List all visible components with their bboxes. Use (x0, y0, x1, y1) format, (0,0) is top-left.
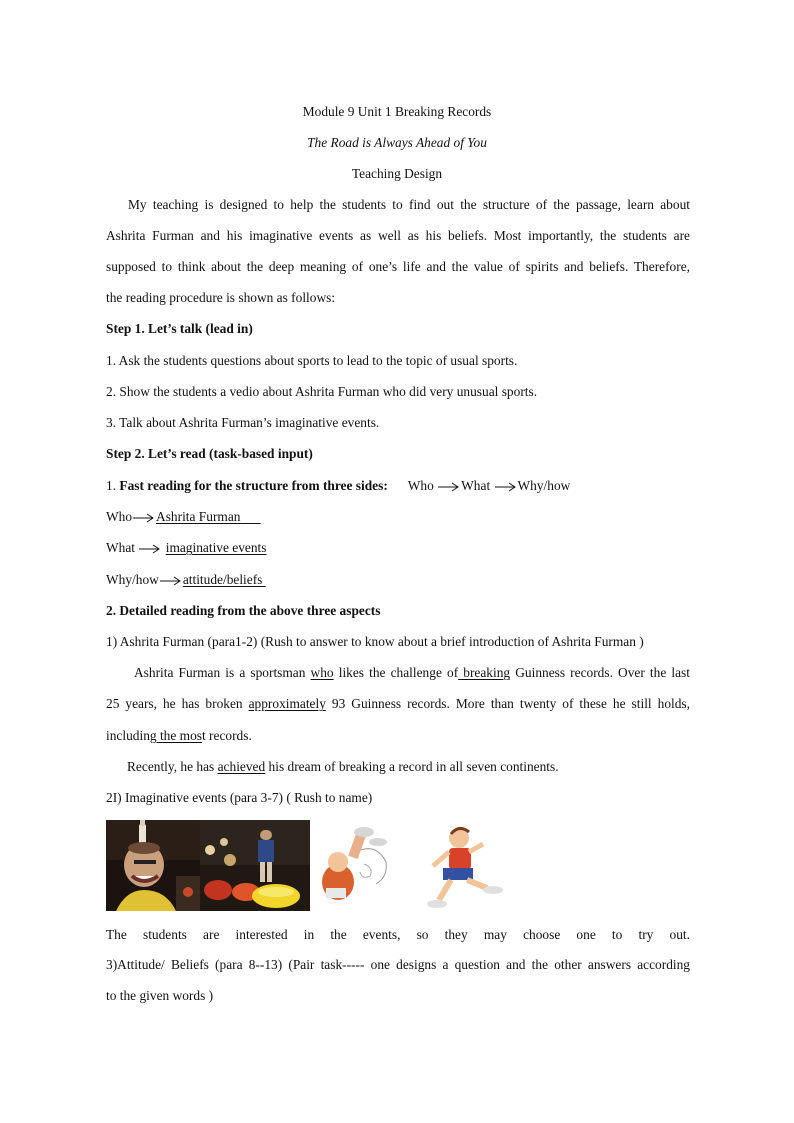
interest-line: The students are interested in the events, so they may choose one to try out. (106, 927, 690, 942)
fast-reading-line (106, 476, 690, 496)
underlined-word: achieved (217, 759, 266, 774)
passage-line-1 (134, 663, 690, 683)
step1-heading: Step 1. Let’s talk (lead in) (106, 321, 253, 336)
why-answer: attitude/beliefs (182, 572, 266, 587)
passage-text: Guinness records. Over the last (510, 665, 690, 680)
side-who: Who (407, 478, 434, 493)
intro-line-1: My teaching is designed to help the students to find out the structure of the passage, learn about (128, 197, 690, 212)
side-why-how: Why/how (517, 478, 571, 493)
who-line (106, 507, 690, 527)
para2-heading: 2I) Imaginative events (para 3-7) ( Rush to name) (106, 790, 373, 805)
step1-item-1: 1. Ask the students questions about sports to lead to the topic of usual sports. (106, 353, 518, 368)
why-line (106, 570, 690, 590)
detailed-reading-heading: 2. Detailed reading from the above three aspects (106, 603, 381, 618)
step2-heading: Step 2. Let’s read (task-based input) (106, 446, 313, 461)
passage-line-2 (106, 694, 690, 714)
what-line (106, 538, 690, 558)
para1-heading: 1) Ashrita Furman (para1-2) (Rush to answer to know about a brief introduction of Ashrita Furman ) (106, 634, 644, 649)
arrow-right-icon (133, 513, 155, 523)
para3-heading-line-2: to the given words ) (106, 988, 214, 1003)
photo-bottle-balance (106, 820, 200, 911)
photo-ball-balance (200, 820, 310, 911)
passage-text: Ashrita Furman is a sportsman (134, 665, 311, 680)
passage-text: 93 Guinness records. More than twenty of these he still holds, (325, 696, 690, 711)
passage-text: t records. (201, 728, 252, 743)
para3-heading-line-1: 3)Attitude/ Beliefs (para 8--13) (Pair task----- one designs a question and the other answers according (106, 957, 690, 972)
underlined-word: approximately (248, 696, 326, 711)
passage-title: The Road is Always Ahead of You (307, 135, 487, 150)
passage-text: likes the challenge of (333, 665, 459, 680)
step1-item-3: 3. Talk about Ashrita Furman’s imaginative events. (106, 415, 380, 430)
passage-line-4 (127, 757, 690, 777)
underlined-word: breaking (458, 665, 511, 680)
what-label: What (106, 540, 135, 555)
intro-line-2: Ashrita Furman and his imaginative events as well as his beliefs. Most importantly, the students are (106, 228, 690, 243)
arrow-right-icon (438, 482, 460, 492)
document-subtitle: Teaching Design (351, 166, 443, 181)
passage-text: including (106, 728, 157, 743)
who-label: Who (106, 509, 133, 524)
cartoon-runner (421, 822, 516, 910)
side-what: What (461, 478, 491, 493)
arrow-right-icon (139, 544, 161, 554)
passage-line-3 (106, 726, 690, 746)
passage-text: his dream of breaking a record in all seven continents. (265, 759, 559, 774)
arrow-right-icon (495, 482, 517, 492)
who-answer: Ashrita Furman (156, 509, 261, 524)
cartoon-somersault (316, 822, 406, 910)
intro-line-4: the reading procedure is shown as follows: (106, 290, 336, 305)
step1-item-2: 2. Show the students a vedio about Ashrita Furman who did very unusual sports. (106, 384, 538, 399)
why-label: Why/how (106, 572, 159, 587)
underlined-word: the mos (156, 728, 202, 743)
what-answer: imaginative events (165, 540, 267, 555)
intro-line-3: supposed to think about the deep meaning of one’s life and the value of spirits and beliefs. Therefore, (106, 259, 690, 274)
fast-reading-label: Fast reading for the structure from three sides: (119, 478, 388, 493)
fast-reading-number: 1. (106, 478, 120, 493)
module-heading: Module 9 Unit 1 Breaking Records (302, 104, 492, 119)
passage-text: Recently, he has (127, 759, 218, 774)
arrow-right-icon (160, 576, 182, 586)
underlined-word: who (310, 665, 334, 680)
passage-text: 25 years, he has broken (106, 696, 249, 711)
illustrations (106, 820, 526, 912)
